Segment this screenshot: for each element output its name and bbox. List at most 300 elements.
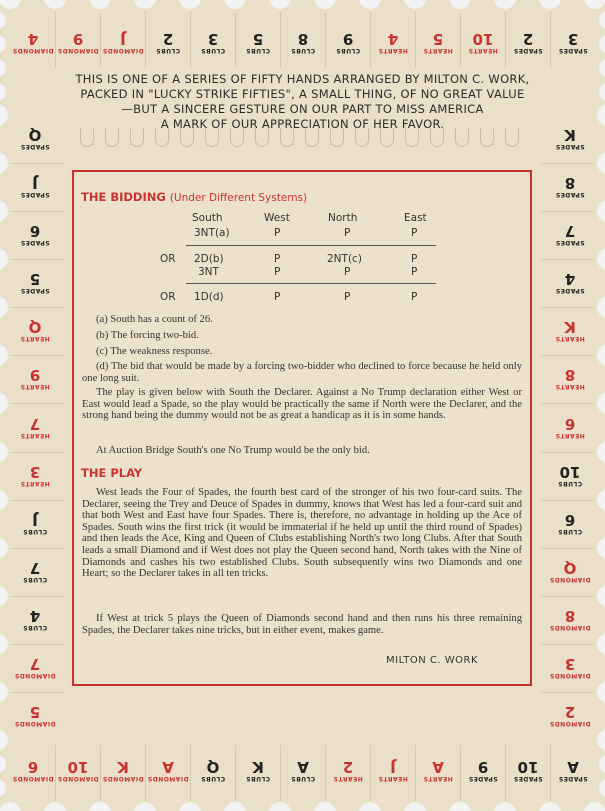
edge-card-rank: J (119, 30, 126, 49)
notch (205, 128, 219, 147)
edge-card-top (12, 28, 54, 58)
scallop-edge (0, 0, 21, 9)
edge-card-suit: DIAMONDS (549, 672, 591, 680)
perforation-line (541, 452, 595, 453)
edge-card-top (147, 28, 189, 58)
edge-card-rank: 10 (559, 463, 581, 482)
edge-card-rank: 5 (432, 30, 443, 49)
edge-card-rank: K (564, 318, 576, 337)
edge-card-suit: SPADES (557, 775, 588, 783)
footnote-d: (d) The bid that would be made by a forcing two-bidder who declined to force because he held only one long suit. (82, 361, 522, 384)
perforation-line (190, 12, 191, 68)
bid-cell: P (274, 266, 281, 278)
edge-card-right (547, 653, 593, 683)
edge-card-suit: CLUBS (245, 47, 270, 55)
notch (505, 128, 519, 147)
edge-card-top (372, 28, 414, 58)
edge-card-rank: 6 (564, 415, 576, 433)
edge-card-bottom (372, 756, 414, 786)
scallop-edge (0, 104, 8, 126)
bidding-title-text: THE BIDDING (81, 190, 166, 204)
edge-card-rank: 7 (29, 655, 41, 674)
perforation-line (541, 548, 595, 549)
edge-card-rank: 8 (564, 174, 576, 193)
scallop-edge (599, 755, 605, 773)
perforation-line (541, 403, 595, 404)
notch (430, 128, 444, 147)
col-header-south: South (192, 212, 223, 224)
scallop-edge (0, 633, 8, 655)
edge-card-rank: 9 (29, 366, 41, 385)
scallop-edge (0, 681, 8, 703)
edge-card-suit: HEARTS (377, 775, 408, 783)
perforation-line (541, 211, 595, 212)
scallop-edge (597, 392, 605, 414)
edge-card-suit: HEARTS (20, 383, 50, 391)
notch-row (80, 128, 525, 158)
scallop-edge (597, 200, 605, 222)
or-label: OR (160, 291, 176, 303)
perforation-line (325, 745, 326, 801)
scallop-edge (597, 681, 605, 703)
scallop-edge (0, 392, 8, 414)
edge-card-right (547, 268, 593, 298)
bid-cell: 3NT (198, 266, 219, 278)
scallop-edge (0, 779, 6, 797)
edge-card-right (547, 220, 593, 250)
edge-card-rank: 4 (564, 270, 576, 289)
scallop-edge (0, 59, 6, 77)
scallop-edge (0, 296, 8, 318)
scallop-edge (359, 802, 381, 811)
edge-card-right (547, 364, 593, 394)
edge-card-rank: 5 (29, 703, 41, 722)
scallop-edge (44, 802, 66, 811)
edge-card-suit: SPADES (512, 47, 543, 55)
perforation-line (100, 745, 101, 801)
edge-card-suit: DIAMONDS (56, 775, 99, 783)
scallop-edge (179, 0, 201, 9)
notch (130, 128, 144, 147)
edge-card-rank: 5 (29, 270, 41, 289)
edge-card-rank: Q (563, 559, 577, 578)
edge-card-rank: A (431, 758, 444, 777)
scallop-edge (539, 0, 561, 9)
edge-card-rank: 2 (522, 30, 533, 49)
edge-card-suit: SPADES (555, 239, 585, 247)
perforation-line (10, 548, 64, 549)
scallop-edge (584, 0, 605, 9)
perforation-line (10, 211, 64, 212)
scallop-edge (584, 802, 605, 811)
edge-card-suit: HEARTS (422, 47, 453, 55)
edge-card-suit: SPADES (20, 191, 50, 199)
perforation-line (10, 259, 64, 260)
edge-card-suit: SPADES (20, 143, 50, 151)
scallop-edge (0, 537, 8, 559)
edge-card-rank: A (161, 758, 174, 777)
header-line: PACKED IN "LUCKY STRIKE FIFTIES", A SMALL THING, OF NO GREAT VALUE (80, 87, 525, 101)
scallop-edge (539, 802, 561, 811)
edge-card-rank: 2 (342, 758, 353, 777)
scallop-edge (269, 0, 291, 9)
series-header (20, 72, 585, 132)
footnote-a: (a) South has a count of 26. (96, 314, 213, 325)
edge-card-rank: A (296, 758, 309, 777)
scallop-edge (597, 441, 605, 463)
perforation-line (541, 163, 595, 164)
edge-card-rank: 4 (29, 607, 41, 626)
edge-card-suit: HEARTS (422, 775, 453, 783)
scallop-edge (89, 802, 111, 811)
edge-card-rank: 4 (27, 30, 38, 49)
edge-card-suit: SPADES (555, 191, 585, 199)
perforation-line (235, 745, 236, 801)
notch (480, 128, 494, 147)
perforation-line (541, 307, 595, 308)
edge-card-suit: DIAMONDS (146, 775, 189, 783)
edge-card-left (12, 316, 58, 346)
scallop-edge (597, 344, 605, 366)
edge-card-left (12, 220, 58, 250)
bid-cell: P (274, 291, 281, 303)
edge-card-suit: DIAMONDS (101, 47, 144, 55)
play-paragraph-2: If West at trick 5 plays the Queen of Diamonds second hand and then runs his three remaining Spades, the Declarer takes nine tricks, but in either event, makes game. (82, 613, 522, 636)
edge-card-suit: DIAMONDS (549, 576, 591, 584)
edge-card-left (12, 124, 58, 154)
perforation-line (460, 12, 461, 68)
edge-card-left (12, 605, 58, 635)
bid-cell: P (411, 291, 418, 303)
edge-card-top (237, 28, 279, 58)
scallop-edge (134, 802, 156, 811)
edge-card-suit: DIAMONDS (101, 775, 144, 783)
scallop-edge (597, 585, 605, 607)
perforation-line (55, 12, 56, 68)
perforation-line (541, 692, 595, 693)
edge-card-top (192, 28, 234, 58)
notch (380, 128, 394, 147)
edge-card-suit: DIAMONDS (549, 720, 591, 728)
signature: MILTON C. WORK (386, 655, 479, 666)
bid-cell: 2NT(c) (327, 253, 362, 265)
notch (255, 128, 269, 147)
edge-card-suit: HEARTS (20, 335, 50, 343)
bid-cell: P (274, 253, 281, 265)
header-line: THIS IS ONE OF A SERIES OF FIFTY HANDS ARRANGED BY MILTON C. WORK, (75, 72, 530, 86)
notch (230, 128, 244, 147)
notch (180, 128, 194, 147)
edge-card-suit: HEARTS (555, 383, 585, 391)
scallop-edge (597, 104, 605, 126)
perforation-line (190, 745, 191, 801)
bid-cell: 3NT(a) (194, 227, 230, 239)
scallop-edge (359, 0, 381, 9)
scallop-edge (597, 633, 605, 655)
edge-card-rank: 9 (477, 758, 488, 777)
perforation-line (10, 644, 64, 645)
perforation-line (415, 745, 416, 801)
perforation-line (541, 259, 595, 260)
edge-card-rank: 9 (72, 30, 83, 49)
edge-card-suit: SPADES (20, 239, 50, 247)
bidding-title (81, 190, 307, 204)
edge-card-suit: CLUBS (557, 480, 583, 488)
scallop-edge (89, 0, 111, 9)
edge-card-rank: 8 (564, 366, 576, 385)
perforation-line (10, 452, 64, 453)
edge-card-suit: CLUBS (557, 528, 583, 536)
edge-card-rank: 6 (27, 758, 38, 777)
scallop-edge (597, 537, 605, 559)
perforation-line (415, 12, 416, 68)
edge-card-rank: 7 (564, 222, 576, 241)
or-label: OR (160, 253, 176, 265)
perforation-line (280, 12, 281, 68)
edge-card-bottom (462, 756, 504, 786)
perforation-line (550, 745, 551, 801)
scallop-edge (404, 0, 426, 9)
edge-card-rank: 7 (29, 559, 41, 578)
edge-card-right (547, 124, 593, 154)
perforation-line (505, 745, 506, 801)
edge-card-rank: 3 (29, 463, 41, 482)
table-rule (186, 283, 436, 284)
scallop-edge (0, 152, 8, 174)
edge-card-rank: J (32, 511, 38, 530)
edge-card-left (12, 557, 58, 587)
edge-card-bottom (417, 756, 459, 786)
bid-cell: P (411, 266, 418, 278)
col-header-east: East (404, 212, 427, 224)
edge-card-bottom (147, 756, 189, 786)
edge-card-top (57, 28, 99, 58)
edge-card-top (462, 28, 504, 58)
edge-card-rank: 8 (297, 30, 308, 49)
scallop-edge (0, 83, 6, 101)
edge-card-bottom (552, 756, 594, 786)
edge-card-suit: DIAMONDS (11, 775, 54, 783)
edge-card-top (417, 28, 459, 58)
edge-card-suit: HEARTS (467, 47, 498, 55)
edge-card-suit: SPADES (467, 775, 498, 783)
scallop-edge (0, 200, 8, 222)
notch (105, 128, 119, 147)
scallop-edge (494, 0, 516, 9)
edge-card-suit: DIAMONDS (549, 624, 591, 632)
perforation-line (370, 745, 371, 801)
edge-card-rank: 7 (29, 415, 41, 433)
scallop-edge (599, 11, 605, 29)
edge-card-suit: CLUBS (22, 528, 48, 536)
edge-card-left (12, 268, 58, 298)
edge-card-suit: SPADES (20, 287, 50, 295)
edge-card-top (507, 28, 549, 58)
perforation-line (235, 12, 236, 68)
edge-card-suit: HEARTS (20, 432, 50, 439)
edge-card-bottom (12, 756, 54, 786)
edge-card-rank: Q (28, 318, 42, 337)
edge-card-top (327, 28, 369, 58)
scallop-edge (597, 489, 605, 511)
notch (305, 128, 319, 147)
scallop-edge (597, 248, 605, 270)
edge-card-top (552, 28, 594, 58)
scallop-edge (224, 802, 246, 811)
edge-card-suit: CLUBS (290, 775, 315, 783)
perforation-line (541, 644, 595, 645)
scallop-edge (597, 729, 605, 751)
col-header-north: North (328, 212, 358, 224)
perforation-line (550, 12, 551, 68)
perforation-line (541, 500, 595, 501)
scallop-edge (404, 802, 426, 811)
bid-cell: P (344, 227, 351, 239)
edge-card-bottom (192, 756, 234, 786)
edge-card-left (12, 653, 58, 683)
edge-card-suit: HEARTS (555, 432, 585, 439)
perforation-line (10, 692, 64, 693)
play-paragraph: West leads the Four of Spades, the fourth best card of the stronger of his two four-card suits. The Declarer, seeing the Trey and Deuce of Spades in dummy, knows that West has led a four-card suit and that both West and East have four Spades. There is, therefore, no advantage in holding up the Ace of Spades. South wins the first trick (it would be immaterial if he held up until the third round of Spades) and then leads the Ace, King and Queen of Clubs establishing North's two long Clubs. After that South leads a small Diamond and if West does not play the Queen second hand, North takes with the Nine of Diamonds and cashes his two established Clubs. South subsequently wins two Diamonds and one Heart; so the Declarer takes in all ten tricks. (82, 487, 522, 580)
play-title: THE PLAY (81, 466, 143, 480)
bid-cell: P (274, 227, 281, 239)
notch (455, 128, 469, 147)
edge-card-left (12, 413, 58, 443)
bid-cell: 1D(d) (194, 291, 224, 303)
edge-card-bottom (57, 756, 99, 786)
edge-card-suit: CLUBS (290, 47, 315, 55)
scallop-edge (0, 248, 8, 270)
scallop-edge (599, 35, 605, 53)
edge-card-bottom (507, 756, 549, 786)
scallop-edge (449, 802, 471, 811)
edge-card-right (547, 316, 593, 346)
footnote-b: (b) The forcing two-bid. (96, 330, 199, 341)
notch (155, 128, 169, 147)
edge-card-rank: 2 (564, 703, 576, 722)
scallop-edge (314, 802, 336, 811)
edge-card-right (547, 461, 593, 491)
table-rule (186, 245, 436, 246)
edge-card-suit: CLUBS (22, 576, 48, 584)
edge-card-right (547, 413, 593, 443)
edge-card-suit: CLUBS (200, 47, 225, 55)
bid-cell: 2D(b) (194, 253, 224, 265)
scallop-edge (0, 802, 21, 811)
col-header-west: West (264, 212, 290, 224)
edge-card-rank: A (566, 758, 579, 777)
bid-cell: P (344, 291, 351, 303)
edge-card-suit: HEARTS (555, 335, 585, 343)
edge-card-rank: 10 (67, 758, 88, 777)
bid-cell: P (344, 266, 351, 278)
edge-card-right (547, 509, 593, 539)
edge-card-rank: 10 (517, 758, 538, 777)
edge-card-suit: CLUBS (335, 47, 360, 55)
perforation-line (10, 403, 64, 404)
edge-card-suit: CLUBS (155, 47, 180, 55)
edge-card-rank: 8 (564, 607, 576, 626)
edge-card-bottom (102, 756, 144, 786)
edge-card-suit: CLUBS (200, 775, 225, 783)
scallop-edge (494, 802, 516, 811)
perforation-line (460, 745, 461, 801)
edge-card-left (12, 461, 58, 491)
header-line: A MARK OF OUR APPRECIATION OF HER FAVOR. (160, 117, 445, 131)
edge-card-rank: J (389, 758, 396, 777)
perforation-line (10, 500, 64, 501)
edge-card-top (282, 28, 324, 58)
scallop-edge (314, 0, 336, 9)
scallop-edge (179, 802, 201, 811)
perforation-line (55, 745, 56, 801)
scallop-edge (224, 0, 246, 9)
edge-card-rank: 3 (207, 30, 218, 49)
header-line: —BUT A SINCERE GESTURE ON OUR PART TO MISS AMERICA (121, 102, 484, 116)
notch (330, 128, 344, 147)
perforation-line (541, 596, 595, 597)
bid-cell: P (411, 227, 418, 239)
perforation-line (145, 12, 146, 68)
edge-card-rank: Q (28, 126, 42, 145)
edge-card-right (547, 557, 593, 587)
bidding-subtitle: (Under Different Systems) (169, 192, 308, 204)
scallop-edge (449, 0, 471, 9)
edge-card-rank: 2 (162, 30, 173, 49)
notch (405, 128, 419, 147)
edge-card-rank: Q (206, 758, 219, 777)
edge-card-top (102, 28, 144, 58)
edge-card-right (547, 701, 593, 731)
edge-card-suit: HEARTS (332, 775, 363, 783)
edge-card-rank: 10 (472, 30, 493, 49)
edge-card-rank: K (116, 758, 129, 777)
scallop-edge (597, 296, 605, 318)
edge-card-suit: HEARTS (377, 47, 408, 55)
edge-card-rank: K (251, 758, 264, 777)
edge-card-left (12, 509, 58, 539)
notch (80, 128, 94, 147)
edge-card-suit: CLUBS (22, 624, 48, 632)
scallop-edge (0, 729, 8, 751)
edge-card-suit: DIAMONDS (11, 47, 54, 55)
scallop-edge (0, 35, 6, 53)
edge-card-rank: 5 (252, 30, 263, 49)
scallop-edge (0, 489, 8, 511)
edge-card-suit: HEARTS (20, 480, 50, 488)
perforation-line (280, 745, 281, 801)
perforation-line (100, 12, 101, 68)
edge-card-rank: 6 (29, 222, 41, 241)
scallop-edge (0, 441, 8, 463)
content-box (72, 170, 532, 686)
scallop-edge (597, 152, 605, 174)
notch (280, 128, 294, 147)
edge-card-bottom (327, 756, 369, 786)
edge-card-suit: SPADES (512, 775, 543, 783)
edge-card-bottom (237, 756, 279, 786)
notch (355, 128, 369, 147)
edge-card-right (547, 605, 593, 635)
edge-card-suit: CLUBS (245, 775, 270, 783)
scallop-edge (599, 83, 605, 101)
edge-card-rank: J (32, 174, 38, 193)
perforation-line (325, 12, 326, 68)
edge-card-rank: 9 (342, 30, 353, 49)
perforation-line (10, 596, 64, 597)
scallop-edge (0, 755, 6, 773)
edge-card-suit: DIAMONDS (56, 47, 99, 55)
